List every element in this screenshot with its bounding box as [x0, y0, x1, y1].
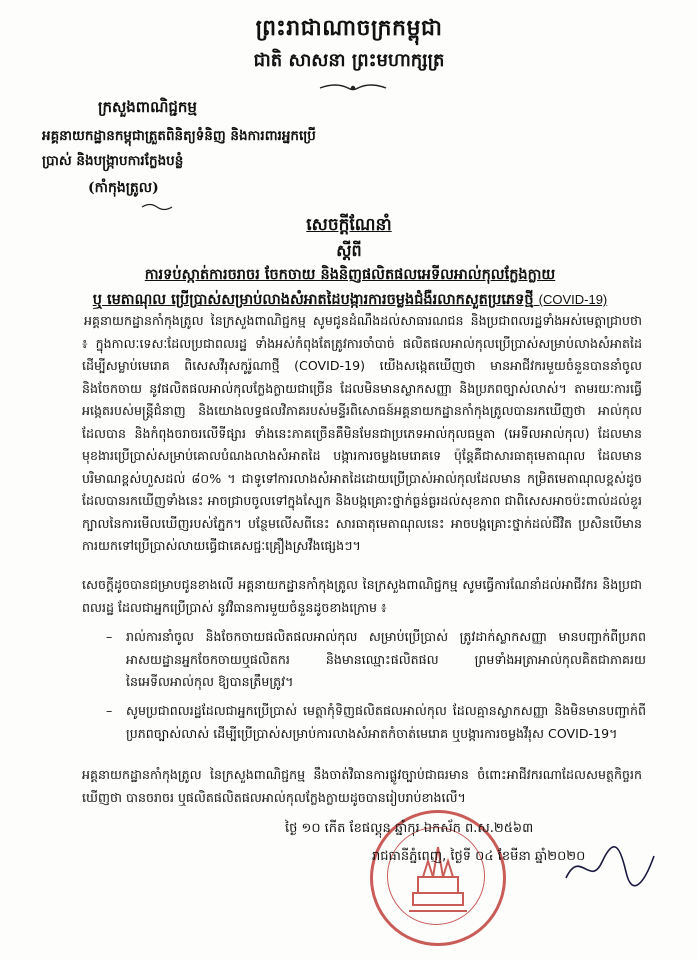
paragraph-3: អគ្គនាយកដ្ឋានកាំកុងត្រូល នៃក្រសួងពាណិជ្ជកម្ម នឹងចាត់វិធានការផ្លូវច្បាប់ជាធរមាន ចំពោះអាជីវករណាដែលសមត្ថកិច្ចរកឃើញថា បានចរាចរ ឬផលិតផលិតផលអាល់កុលក្លែងក្លាយដូចបានរៀបរាប់ខាងលើ។	[82, 767, 642, 805]
solar-date: រាជធានីភ្នំពេញ, ថ្ងៃទី ០៤ ខែមីនា ឆ្នាំ២០២០	[372, 849, 586, 864]
subject-line-2	[70, 287, 630, 312]
signature-icon	[560, 838, 660, 902]
kingdom-heading: ព្រះរាជាណាចក្រកម្ពុជា	[255, 15, 443, 41]
national-motto: ជាតិ សាសនា ព្រះមហាក្សត្រ	[253, 50, 445, 71]
list-item	[106, 700, 646, 745]
list-item-text: រាល់ការនាំចូល និងចែកចាយផលិតផលអាល់កុល សម្រាប់ប្រើប្រាស់ ត្រូវដាក់ស្លាកសញ្ញា មានបញ្ជាក់ពីប្រភព អាសយដ្ឋានអ្នកចែកចាយឬផលិតករ និងមានឈ្មោះផលិតផល ព្រមទាំងអត្រាអាល់កុលគិតជាភាគរយនៃអេទីលអាល់កុល ឱ្យបានត្រឹមត្រូវ។	[126, 629, 646, 689]
subject-line-1: ការទប់ស្កាត់ការចរាចរ ចែកចាយ និងនិញផលិតផលអេទីលអាល់កុលក្លែងក្លាយ	[144, 266, 556, 283]
subject-line-2-text: ឬ មេតាណុល ប្រើប្រាស់សម្រាប់លាងសំអាតដៃបង្ការការចម្លងជំងឺរលាកសួតប្រភេទថ្មី	[92, 291, 534, 308]
bullet-dash-icon: –	[106, 629, 113, 644]
document-about: ស្ដីពី	[336, 241, 362, 260]
department-name: អគ្គនាយកដ្ឋានកម្ពុជាត្រួតពិនិត្យទំនិញ និងការពារអ្នកប្រើប្រាស់ និងបង្ក្រាបការក្លែងបន្លំ	[42, 128, 316, 169]
paragraph-2: សេចក្ដីដូចបានជម្រាបជូនខាងលើ អគ្គនាយកដ្ឋានកាំកុងត្រូល នៃក្រសួងពាណិជ្ជកម្ម សូមធ្វើការណែនាំដល់អាជីវករ និងប្រជាពលរដ្ឋ ដែលជាអ្នកប្រើប្រាស់ នូវវិធានការមួយចំនួនដូចខាងក្រោម ៖	[82, 577, 642, 615]
document-type: សេចក្ដីណែនាំ	[306, 215, 392, 235]
bullet-dash-icon: –	[106, 703, 113, 718]
paragraph-1: អគ្គនាយកដ្ឋានកាំកុងត្រូល នៃក្រសួងពាណិជ្ជកម្ម សូមជូនដំណឹងដល់សាធារណជន និងប្រជាពលរដ្ឋទាំងអស់មេត្តាជ្រាបថា ៖ ក្នុងកាលៈទេសៈដែលប្រជាពលរដ្ឋ ទាំងអស់កំពុងតែត្រូវការចាំបាច់ ផលិតផលអាល់កុលប្រើប្រាស់សម្រាប់លាងសំអាតដៃ ដើម្បីសម្លាប់មេរោគ ពិសេសវីរុសកូរ៉ូណាថ្មី (COVID-19) យើងសង្កេតឃើញថា មានអាជីវករមួយចំនួនបាននាំចូល និងចែកចាយ នូវផលិតផលអាល់កុលក្លែងក្លាយជាច្រើន ដែលមិនមានស្លាកសញ្ញា និងប្រភពច្បាស់លាស់។ តាមរយៈការធ្វើអង្កេតរបស់មន្ត្រីជំនាញ និងយោងលទ្ធផលវិភាគរបស់មន្ទីរពិសោធន៍អគ្គនាយកដ្ឋានកាំកុងត្រូលបានរកឃើញថា អាល់កុលដែលបាន និងកំពុងចរាចរលើទីផ្សារ ទាំងនេះភាគច្រើនគឺមិនមែនជាប្រភេទអាល់កុលធម្មតា (អេទីលអាល់កុល) ដែលមានមុខងារប្រើប្រាស់សម្រាប់គោលបំណងលាងសំអាតដៃ បង្ការការចម្លងមេរោគទេ ប៉ុន្តែគឺជាសារធាតុមេតាណុល ដែលមានបរិមាណខ្ពស់ហួសដល់ ៨០% ។ ជាទូទៅការលាងសំអាតដៃដោយប្រើប្រាស់អាល់កុលដែលមាន កម្រិតមេតាណុលខ្ពស់ដូចដែលបានរកឃើញទាំងនេះ អាចជ្រាបចូលទៅក្នុងស្បែក និងបង្កគ្រោះថ្នាក់ធ្ងន់ធ្ងរដល់សុខភាព ជាពិសេសអាចប៉ះពាល់ដល់ខួរក្បាលនៃការមើលឃើញរបស់ភ្នែក។ បន្ថែមលើសពីនេះ សារធាតុមេតាណុលនេះ អាចបង្កគ្រោះថ្នាក់ដល់ជីវិត ប្រសិនបើមានការយកទៅប្រើប្រាស់លាយធ្វើជាគេសជ្ជៈគ្រឿងស្រវឹងផ្សេងៗ។	[82, 313, 642, 553]
document-subject	[70, 262, 630, 312]
ministry-name: ក្រសួងពាណិជ្ជកម្ម	[98, 98, 197, 116]
ornament-divider-icon	[318, 82, 388, 97]
office-name: (កាំកុងត្រូល)	[88, 180, 159, 196]
lunar-date: ថ្ងៃ​ ១០ កើត ខែផល្គុន ឆ្នាំកុរ ឯកស័ក ព.ស.២៥៦៣	[285, 821, 534, 836]
subject-tag: (COVID-19)	[538, 292, 608, 307]
list-item	[106, 626, 646, 694]
list-item-text: សូមប្រជាពលរដ្ឋដែលជាអ្នកប្រើប្រាស់ មេត្តាកុំទិញផលិតផលអាល់កុល ដែលគ្មានស្លាកសញ្ញា និងមិនមានបញ្ជាក់ពីប្រភពច្បាស់លាស់ ដើម្បីប្រើប្រាស់សម្រាប់ការលាងសំអាតកំចាត់មេរោគ ឬបង្ការការចម្លងវីរុស COVID-19។	[126, 703, 646, 741]
